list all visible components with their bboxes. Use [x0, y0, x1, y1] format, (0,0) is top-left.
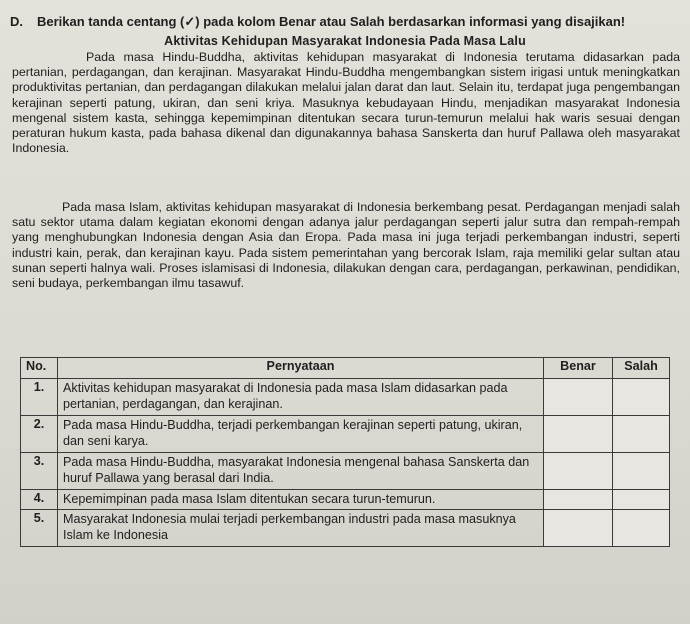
- header-benar: Benar: [544, 358, 613, 379]
- salah-checkbox-cell[interactable]: [613, 379, 670, 416]
- passage-paragraph-2: Pada masa Islam, aktivitas kehidupan masyarakat di Indonesia berkembang pesat. Perdagangan menjadi salah satu sektor utama dalam kegiatan ekonomi dengan adanya jalur perdagangan seperti jalur sutra dan rempah-rempah yang menghubungkan Indonesia dengan Asia dan Eropa. Pada masa ini juga terjadi perkembangan industri, seperti industri kain, perak, dan kerajinan kayu. Pada sistem pemerintahan yang bercorak Islam, raja memiliki gelar sultan atau sunan seperti halnya wali. Proses islamisasi di Indonesia, dilakukan dengan cara, perdagangan, perkawinan, pendidikan, seni budaya, perkembangan ilmu tasawuf.: [12, 200, 680, 291]
- benar-checkbox-cell[interactable]: [544, 379, 613, 416]
- salah-checkbox-cell[interactable]: [613, 510, 670, 547]
- table-row: [21, 490, 670, 510]
- row-number: 4.: [21, 490, 58, 510]
- table-row: [21, 416, 670, 453]
- row-statement: Aktivitas kehidupan masyarakat di Indonesia pada masa Islam didasarkan pada pertanian, perdagangan, dan kerajinan.: [58, 379, 544, 416]
- row-statement: Pada masa Hindu-Buddha, masyarakat Indonesia mengenal bahasa Sanskerta dan huruf Pallawa yang berasal dari India.: [58, 453, 544, 490]
- row-statement: Masyarakat Indonesia mulai terjadi perkembangan industri pada masa masuknya Islam ke Indonesia: [58, 510, 544, 547]
- table-row: [21, 453, 670, 490]
- table-row: [21, 379, 670, 416]
- header-no: No.: [21, 358, 58, 379]
- instruction-text: Berikan tanda centang (✓) pada kolom Benar atau Salah berdasarkan informasi yang disajikan!: [37, 14, 626, 29]
- salah-checkbox-cell[interactable]: [613, 490, 670, 510]
- row-number: 3.: [21, 453, 58, 490]
- salah-checkbox-cell[interactable]: [613, 453, 670, 490]
- table-header-row: [21, 358, 670, 379]
- row-statement: Kepemimpinan pada masa Islam ditentukan secara turun-temurun.: [58, 490, 544, 510]
- row-number: 1.: [21, 379, 58, 416]
- benar-checkbox-cell[interactable]: [544, 510, 613, 547]
- passage-paragraph-1: Pada masa Hindu-Buddha, aktivitas kehidupan masyarakat di Indonesia terutama didasarkan pada pertanian, perdagangan, dan kerajinan. Masyarakat Hindu-Buddha mengembangkan sistem irigasi untuk meningkatkan produktivitas pertanian, dan perdagangan dilakukan melalui jalan darat dan laut. Selain itu, terdapat juga pengembangan kerajinan seperti patung, ukiran, dan seni kriya. Masuknya kebudayaan Hindu, menjadikan masyarakat Indonesia mengenal sistem kasta, sehingga kepemimpinan ditentukan secara turun-temurun melalui hak waris sesuai dengan peraturan hukum kasta, pada bahasa dikenal dan digunakannya bahasa Sanskerta dan huruf Pallawa oleh masyarakat Indonesia.: [12, 50, 680, 156]
- true-false-table: [20, 357, 670, 547]
- benar-checkbox-cell[interactable]: [544, 490, 613, 510]
- instruction-number: D.: [10, 14, 23, 29]
- table-row: [21, 510, 670, 547]
- benar-checkbox-cell[interactable]: [544, 416, 613, 453]
- benar-checkbox-cell[interactable]: [544, 453, 613, 490]
- header-statement: Pernyataan: [58, 358, 544, 379]
- header-salah: Salah: [613, 358, 670, 379]
- salah-checkbox-cell[interactable]: [613, 416, 670, 453]
- row-statement: Pada masa Hindu-Buddha, terjadi perkembangan kerajinan seperti patung, ukiran, dan seni karya.: [58, 416, 544, 453]
- passage-title: Aktivitas Kehidupan Masyarakat Indonesia Pada Masa Lalu: [164, 34, 526, 48]
- row-number: 2.: [21, 416, 58, 453]
- row-number: 5.: [21, 510, 58, 547]
- instruction: [10, 14, 686, 30]
